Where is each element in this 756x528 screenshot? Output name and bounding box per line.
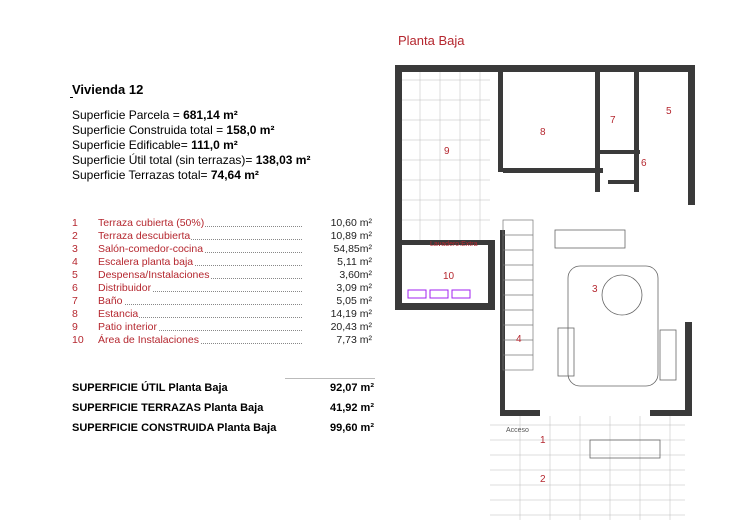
room-row: 2 Terraza descubierta 10,89 m² — [72, 230, 372, 242]
summary-row: SUPERFICIE CONSTRUIDA Planta Baja 99,60 m² — [72, 422, 374, 434]
room-label-10: 10 — [443, 271, 455, 282]
surface-line: Superficie Terrazas total= 74,64 m² — [72, 168, 259, 182]
summary-row: SUPERFICIE ÚTIL Planta Baja 92,07 m² — [72, 382, 374, 394]
surface-line: Superficie Edificable= 111,0 m² — [72, 138, 238, 152]
room-label-7: 7 — [610, 115, 616, 126]
acceso-label: Acceso — [506, 427, 529, 434]
room-row: 9 Patio interior 20,43 m² — [72, 321, 372, 333]
divider — [285, 378, 375, 379]
room-label-3: 3 — [592, 284, 598, 295]
lavadero-label: Lavadero:Extra — [430, 241, 478, 248]
room-row: 8 Estancia 14,19 m² — [72, 308, 372, 320]
summary-row: SUPERFICIE TERRAZAS Planta Baja 41,92 m² — [72, 402, 374, 414]
floor-plan — [390, 60, 700, 520]
room-label-6: 6 — [641, 158, 647, 169]
room-row: 6 Distribuidor 3,09 m² — [72, 282, 372, 294]
surface-line: Superficie Útil total (sin terrazas)= 138,03 m² — [72, 153, 311, 167]
room-label-2: 2 — [540, 474, 546, 485]
room-row: 10 Área de Instalaciones 7,73 m² — [72, 334, 372, 346]
page-title: Planta Baja — [398, 33, 465, 48]
stair — [503, 220, 533, 370]
room-row: 4 Escalera planta baja 5,11 m² — [72, 256, 372, 268]
room-label-8: 8 — [540, 127, 546, 138]
room-label-9: 9 — [444, 146, 450, 157]
room-label-1: 1 — [540, 435, 546, 446]
surface-line: Superficie Construida total = 158,0 m² — [72, 123, 275, 137]
room-label-4: 4 — [516, 334, 522, 345]
vivienda-title: Vivienda 12 — [72, 82, 144, 97]
lavadero-units — [408, 290, 470, 298]
patio-grid — [402, 72, 685, 520]
room-row: 5 Despensa/Instalaciones 3,60m² — [72, 269, 372, 281]
furniture — [555, 230, 676, 458]
room-row: 7 Baño 5,05 m² — [72, 295, 372, 307]
divider — [70, 97, 73, 98]
surface-line: Superficie Parcela = 681,14 m² — [72, 108, 238, 122]
room-label-5: 5 — [666, 106, 672, 117]
room-row: 1 Terraza cubierta (50%) 10,60 m² — [72, 217, 372, 229]
room-row: 3 Salón-comedor-cocina 54,85m² — [72, 243, 372, 255]
